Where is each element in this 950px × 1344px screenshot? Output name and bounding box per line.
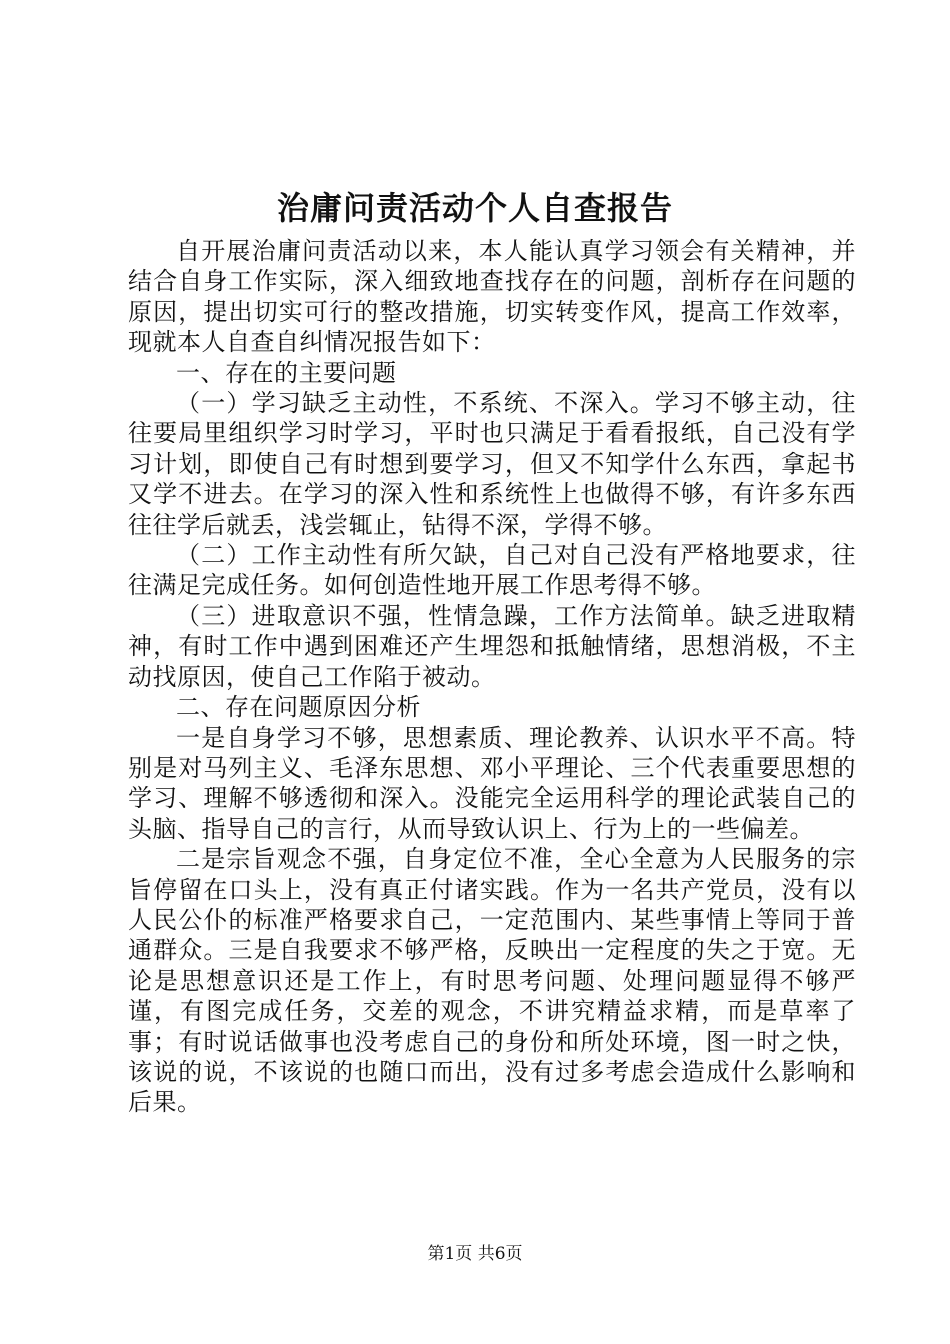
paragraph-intro: 自开展治庸问责活动以来，本人能认真学习领会有关精神，并结合自身工作实际，深入细致地查找存在的问题，剖析存在问题的原因，提出切实可行的整改措施，切实转变作风，提高工作效率，现就本人自查自纠情况报告如下： (128, 237, 856, 357)
paragraph-problem-3: （三）进取意识不强，性情急躁，工作方法简单。缺乏进取精神，有时工作中遇到困难还产生埋怨和抵触情绪，思想消极，不主动找原因，使自己工作陷于被动。 (128, 601, 856, 691)
section-heading-2: 二、存在问题原因分析 (176, 693, 421, 722)
document-title: 治庸问责活动个人自查报告 (276, 189, 673, 227)
paragraph-problem-1: （一）学习缺乏主动性，不系统、不深入。学习不够主动，往往要局里组织学习时学习，平时也只满足于看看报纸，自己没有学习计划，即使自己有时想到要学习，但又不知学什么东西，拿起书又学不进去。在学习的深入性和系统性上也做得不够，有许多东西往往学后就丢，浅尝辄止，钻得不深，学得不够。 (128, 389, 856, 539)
document-body (128, 236, 856, 1118)
paragraph-cause-1: 一是自身学习不够，思想素质、理论教养、认识水平不高。特别是对马列主义、毛泽东思想、邓小平理论、三个代表重要思想的学习、理解不够透彻和深入。没能完全运用科学的理论武装自己的头脑、指导自己的言行，从而导致认识上、行为上的一些偏差。 (128, 723, 856, 843)
section-heading-1: 一、存在的主要问题 (176, 358, 397, 387)
paragraph-cause-2: 二是宗旨观念不强，自身定位不准，全心全意为人民服务的宗旨停留在口头上，没有真正付诸实践。作为一名共产党员，没有以人民公仆的标准严格要求自己，一定范围内、某些事情上等同于普通群众。三是自我要求不够严格，反映出一定程度的失之于宽。无论是思想意识还是工作上，有时思考问题、处理问题显得不够严谨，有图完成任务，交差的观念，不讲究精益求精，而是草率了事；有时说话做事也没考虑自己的身份和所处环境，图一时之快，该说的说，不该说的也随口而出，没有过多考虑会造成什么影响和后果。 (128, 845, 856, 1117)
paragraph-problem-2: （二）工作主动性有所欠缺，自己对自己没有严格地要求，往往满足完成任务。如何创造性地开展工作思考得不够。 (128, 541, 856, 600)
page-footer: 第1页 共6页 (427, 1244, 523, 1264)
